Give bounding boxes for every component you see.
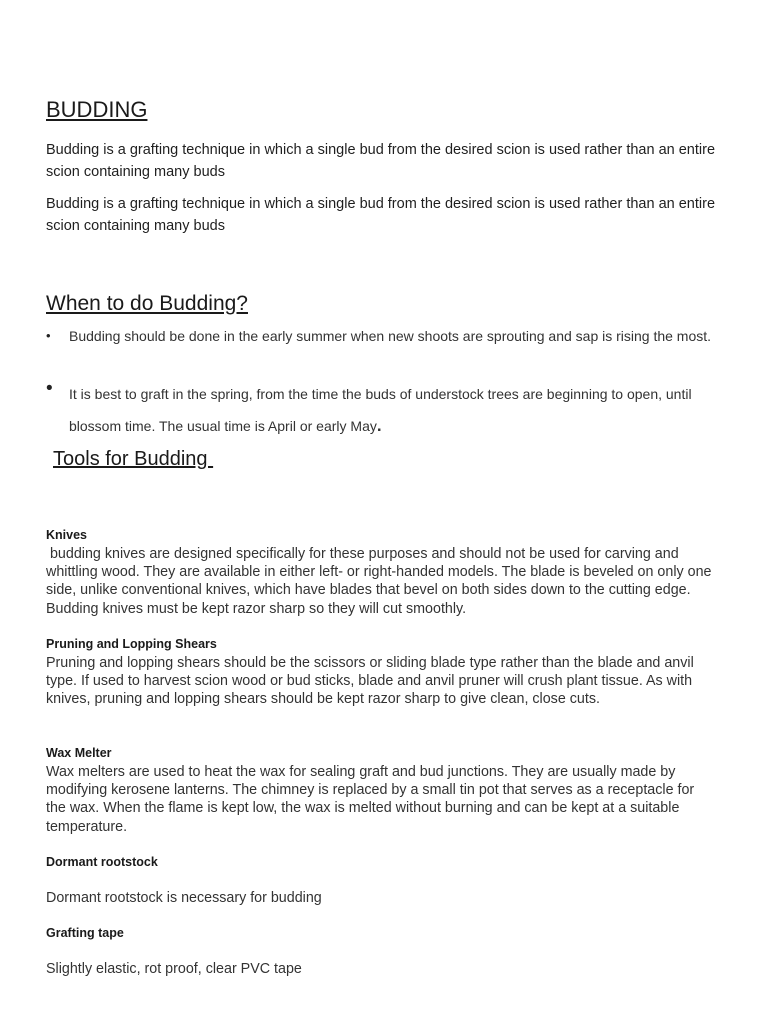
tool-title-knives: Knives — [46, 528, 87, 542]
tool-title-rootstock: Dormant rootstock — [46, 855, 158, 869]
tool-title-grafting-tape: Grafting tape — [46, 926, 124, 940]
section-heading-when: When to do Budding? — [46, 292, 248, 315]
page-title: BUDDING — [46, 97, 148, 122]
tool-description: Pruning and lopping shears should be the scissors or sliding blade type rather than the blade and anvil type. If used to harvest scion wood or bud sticks, blade and anvil pruner will crush plant tissue. As with knives, pruning and lopping shears should be kept razor sharp to give clean, close cuts. — [46, 655, 694, 708]
section-heading-tools: Tools for Budding — [53, 448, 214, 470]
bullet-item: Budding should be done in the early summer when new shoots are sprouting and sap is rising the most. — [69, 328, 712, 344]
tool-title-wax-melter: Wax Melter — [46, 746, 112, 760]
bullet-item — [69, 378, 729, 442]
bullet-item-period: . — [376, 416, 382, 435]
intro-paragraph: Budding is a grafting technique in which a single bud from the desired scion is used rather than an entire scion containing many buds — [46, 196, 716, 234]
tool-description: Slightly elastic, rot proof, clear PVC tape — [46, 961, 302, 977]
tool-description: Wax melters are used to heat the wax for sealing graft and bud junctions. They are usually made by modifying kerosene lanterns. The chimney is replaced by a small tin pot that serves as a receptacle for the wax. When the flame is kept low, the wax is melted without burning and can be kept at a suitable temperature. — [46, 764, 695, 835]
tool-description: budding knives are designed specifically for these purposes and should not be used for carving and whittling wood. They are available in either left- or right-handed models. The blade is beveled on only one side, unlike conventional knives, which have blades that bevel on both sides down to the cutting edge. Budding knives must be kept razor sharp so they will cut smoothly. — [46, 546, 716, 617]
intro-paragraph: Budding is a grafting technique in which a single bud from the desired scion is used rather than an entire scion containing many buds — [46, 142, 716, 180]
tool-title-shears: Pruning and Lopping Shears — [46, 637, 217, 651]
bullet-item-text: It is best to graft in the spring, from the time the buds of understock trees are beginning to open, until blossom time. The usual time is April or early May — [69, 386, 692, 434]
bullet-icon: • — [46, 328, 51, 343]
tool-description: Dormant rootstock is necessary for budding — [46, 890, 322, 906]
bullet-icon: • — [46, 378, 53, 399]
